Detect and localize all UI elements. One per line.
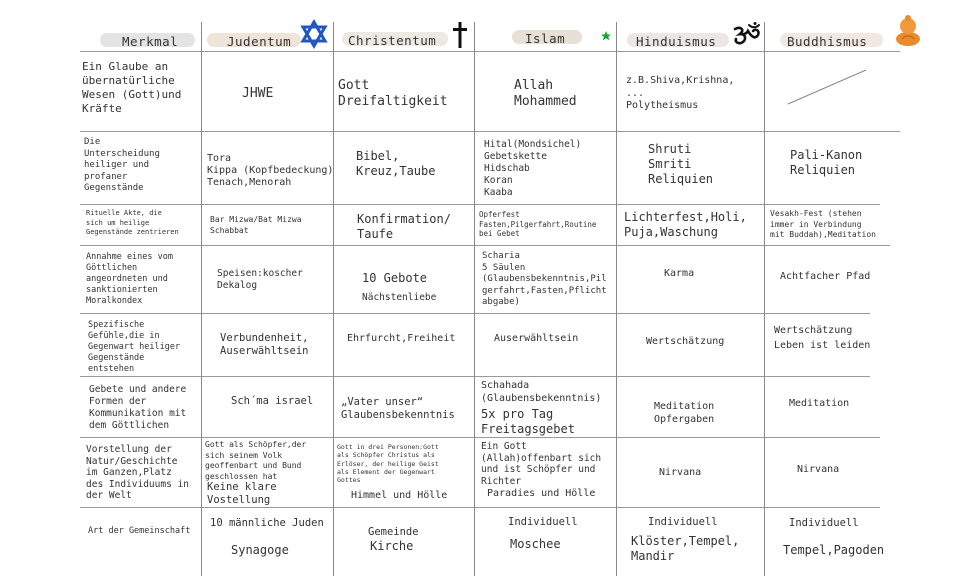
cell-islam: Allah Mohammed: [514, 78, 577, 109]
cell-judentum: Bar Mizwa/Bat Mizwa Schabbat: [210, 215, 302, 235]
column-divider: [616, 22, 617, 576]
row-label: Gebete und andere Formen der Kommunikation mit dem Göttlichen: [89, 384, 187, 431]
header-hinduismus: Hinduismus: [636, 34, 717, 49]
cell-judentum: Gott als Schöpfer,der sich seinem Volk geoffenbart und Bund geschlossen hat: [205, 440, 307, 481]
cell-christentum: „Vater unser“ Glaubensbekenntnis: [341, 396, 455, 421]
table-rule: [80, 313, 870, 314]
table-rule: [80, 131, 900, 132]
cell-islam-2: Paradies und Hölle: [487, 488, 596, 499]
cell-hinduismus: z.B.Shiva,Krishna, ... Polytheismus: [626, 75, 735, 111]
table-rule: [80, 204, 880, 205]
crescent-icon: [583, 21, 615, 49]
cell-buddhismus-2: Tempel,Pagoden: [783, 543, 885, 557]
cell-buddhismus: Pali-Kanon Reliquien: [790, 148, 863, 177]
column-divider: [764, 22, 765, 576]
header-christentum: Christentum: [348, 33, 437, 48]
header-judentum: Judentum: [227, 34, 292, 49]
cell-hinduismus: Shruti Smriti Reliquien: [648, 142, 714, 186]
row-label: Die Unterscheidung heiliger und profaner Gegenstände: [84, 137, 160, 193]
cell-christentum: 10 Gebote: [362, 271, 428, 285]
cell-buddhismus: Achtfacher Pfad: [780, 271, 871, 282]
cell-buddhismus: Nirvana: [797, 464, 840, 475]
cell-christentum-2: Himmel und Hölle: [351, 490, 448, 501]
header-buddhismus: Buddhismus: [787, 34, 868, 49]
cell-buddhismus: Wertschätzung Leben ist leiden: [774, 325, 871, 351]
header-merkmal: Merkmal: [122, 34, 179, 49]
cell-hinduismus: Meditation Opfergaben: [654, 401, 715, 425]
cell-hinduismus-2: Klöster,Tempel, Mandir: [631, 534, 740, 563]
cell-islam: Scharia 5 Säulen (Glaubensbekenntnis,Pil gerfahrt,Fasten,Pflicht abgabe): [482, 251, 607, 307]
star-of-david-icon: [300, 20, 328, 48]
cell-christentum: Gott Dreifaltigkeit: [338, 78, 448, 109]
cell-buddhismus: Individuell: [789, 517, 859, 529]
table-rule: [80, 437, 880, 438]
column-divider: [474, 22, 475, 576]
cell-christentum-2: Nächstenliebe: [362, 292, 437, 303]
cell-hinduismus: Karma: [664, 268, 695, 279]
table-rule: [80, 376, 870, 377]
cell-buddhismus: Vesakh-Fest (stehen immer in Verbindung mit Buddah),Meditation: [770, 209, 876, 239]
cell-judentum-2: Synagoge: [231, 543, 289, 557]
cell-christentum: Gott in drei Personen:Gott als Schöpfer Christus als Erlöser, der heilige Geist als Element der Gegenwart Gottes: [337, 443, 439, 485]
cell-islam-2: 5x pro Tag Freitagsgebet: [481, 407, 575, 436]
cell-hinduismus: Individuell: [648, 516, 718, 528]
cell-islam: Schahada (Glaubensbekenntnis): [481, 380, 602, 404]
cell-islam-2: Moschee: [510, 537, 561, 551]
cell-judentum: Tora Kippa (Kopfbedeckung) Tenach,Menorah: [207, 153, 334, 188]
cell-islam: Individuell: [508, 516, 578, 528]
cell-christentum: Konfirmation/ Taufe: [357, 212, 451, 241]
table-rule: [80, 51, 900, 52]
cell-hinduismus: Lichterfest,Holi, Puja,Waschung: [624, 210, 747, 239]
header-islam: Islam: [525, 31, 566, 46]
cell-hinduismus: Nirvana: [659, 467, 702, 478]
om-icon: [732, 22, 762, 48]
empty-cell-strike: [786, 68, 868, 106]
cell-judentum-2: Keine klare Vostellung: [207, 481, 277, 506]
cell-judentum: JHWE: [242, 86, 274, 101]
buddha-icon: [893, 13, 923, 47]
row-label: Rituelle Akte, die sich um heilige Gegenstände zentrieren: [86, 209, 179, 236]
cell-christentum: Ehrfurcht,Freiheit: [347, 333, 456, 344]
row-label: Art der Gemeinschaft: [88, 526, 191, 536]
row-label: Vorstellung der Natur/Geschichte im Ganzen,Platz des Individuums in der Welt: [86, 444, 189, 501]
row-label: Spezifische Gefühle,die in Gegenwart heiliger Gegenstände entstehen: [88, 320, 181, 374]
table-rule: [80, 507, 880, 508]
row-label: Ein Glaube an übernatürliche Wesen (Gott)und Kräfte: [82, 60, 182, 115]
cell-judentum: 10 männliche Juden: [210, 517, 324, 529]
cross-icon: [452, 21, 468, 49]
cell-islam: Hital(Mondsichel) Gebetskette Hidschab Koran Kaaba: [484, 139, 582, 198]
row-label: Annahme eines vom Göttlichen angeordneten und sanktionierten Moralkondex: [86, 252, 173, 306]
cell-hinduismus: Wertschätzung: [646, 336, 725, 347]
column-divider: [201, 22, 202, 576]
cell-judentum: Verbundenheit, Auserwähltsein: [220, 332, 309, 357]
cell-christentum-2: Kirche: [370, 539, 414, 553]
cell-judentum: Speisen:koscher Dekalog: [217, 268, 303, 291]
cell-islam: Auserwähltsein: [494, 333, 579, 344]
cell-christentum: Bibel, Kreuz,Taube: [356, 149, 436, 178]
cell-islam: Ein Gott (Allah)offenbart sich und ist Schöpfer und Richter: [481, 441, 602, 487]
cell-judentum: Sch´ma israel: [231, 395, 314, 407]
cell-buddhismus: Meditation: [789, 398, 850, 409]
cell-islam: Opferfest Fasten,Pilgerfahrt,Routine bei Gebet: [479, 210, 597, 238]
column-divider: [333, 22, 334, 576]
cell-christentum: Gemeinde: [368, 526, 419, 538]
